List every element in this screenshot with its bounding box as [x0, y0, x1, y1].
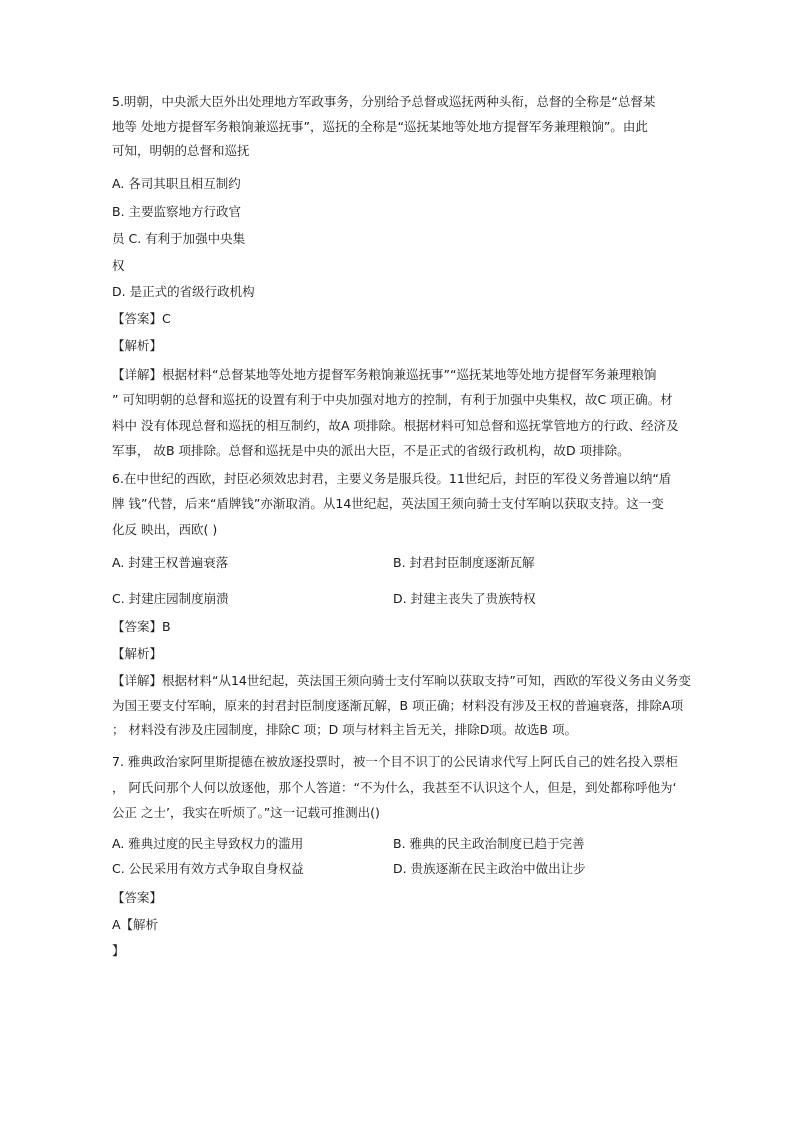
- q5-option-d: D. 是正式的省级行政机构: [112, 284, 255, 299]
- q5-analysis-label: 【解析】: [112, 338, 163, 353]
- q5-detail-line: ” 可知明朝的总督和巡抚的设置有利于中央加强对地方的控制，有利于加强中央集权，故C 项正确。材: [112, 392, 673, 407]
- q6-analysis-label: 【解析】: [112, 646, 163, 661]
- q7-answer-line: A【解析: [112, 917, 159, 932]
- q6-detail-line: 【详解】根据材料“从14世纪起，英法国王须向骑士支付军晌以获取支持”可知，西欧的军役义务由义务变: [112, 673, 691, 688]
- q6-stem-line: 6.在中世纪的西欧，封臣必须效忠封君，主要义务是服兵役。11世纪后，封臣的军役义务普遍以纳“盾: [112, 471, 672, 486]
- q5-detail-line: 料中 没有体现总督和巡抚的相互制约，故A 项排除。根据材料可知总督和巡抚掌管地方的行政、经济及: [112, 418, 679, 433]
- q7-option-b: B. 雅典的民主政治制度已趋于完善: [393, 836, 585, 851]
- q7-stem-line: ， 阿氏问那个人何以放逐他，那个人答道：“不为什么，我甚至不认识这个人，但是，到处都称呼他为‘: [112, 780, 677, 795]
- q5-option-c-cont: 权: [112, 258, 125, 273]
- q6-detail-line: ； 材料没有涉及庄园制度，排除C 项；D 项与材料主旨无关，排除D项。故选B 项。: [112, 722, 577, 737]
- q5-detail-line: 【详解】根据材料“总督某地等处地方提督军务粮饷兼巡抚事”“巡抚某地等处地方提督军务兼理粮饷: [112, 367, 657, 382]
- q6-option-b: B. 封君封臣制度逐渐瓦解: [393, 555, 535, 570]
- q5-option-b: B. 主要监察地方行政官: [112, 204, 242, 219]
- q5-option-c: 员 C. 有利于加强中央集: [112, 231, 246, 246]
- q6-option-c: C. 封建庄园制度崩溃: [112, 591, 229, 606]
- q6-stem-line: 化反 映出，西欧( ): [112, 522, 218, 537]
- q5-option-a: A. 各司其职且相互制约: [112, 176, 241, 191]
- q5-detail-line: 军事， 故B 项排除。总督和巡抚是中央的派出大臣，不是正式的省级行政机构，故D 项排除。: [112, 443, 630, 458]
- q7-option-c: C. 公民采用有效方式争取自身权益: [112, 861, 304, 876]
- q6-detail-line: 为国王要支付军晌，原来的封君封臣制度逐渐瓦解，B 项正确；材料没有涉及王权的普遍衰落，排除A项: [112, 698, 684, 713]
- q7-option-d: D. 贵族逐渐在民主政治中做出让步: [393, 861, 586, 876]
- q5-stem-line: 可知，明朝的总督和巡抚: [112, 143, 250, 158]
- q5-answer: 【答案】C: [112, 311, 171, 326]
- q6-option-a: A. 封建王权普遍衰落: [112, 555, 229, 570]
- q5-stem-line: 5.明朝，中央派大臣外出处理地方军政事务，分别给予总督或巡抚两种头衔，总督的全称是“总督某: [112, 94, 656, 109]
- q7-answer-line: 】: [112, 943, 125, 958]
- q7-option-a: A. 雅典过度的民主导致权力的滥用: [112, 836, 304, 851]
- q7-stem-line: 7. 雅典政治家阿里斯提德在被放逐投票时，被一个目不识丁的公民请求代写上阿氏自己的姓名投入票柜: [112, 754, 678, 769]
- q5-stem-line: 地等 处地方提督军务粮饷兼巡抚事”，巡抚的全称是“巡抚某地等处地方提督军务兼理粮饷”。由此: [112, 119, 648, 134]
- q6-answer: 【答案】B: [112, 619, 171, 634]
- q6-option-d: D. 封建主丧失了贵族特权: [393, 591, 536, 606]
- q7-answer-label: 【答案】: [112, 890, 163, 905]
- q7-stem-line: 公正 之士’，我实在听烦了。”这一记载可推测出(): [112, 805, 380, 820]
- q6-stem-line: 牌 钱”代替，后来“盾牌钱”亦渐取消。从14世纪起，英法国王须向骑士支付军晌以获取支持。这一变: [112, 496, 664, 511]
